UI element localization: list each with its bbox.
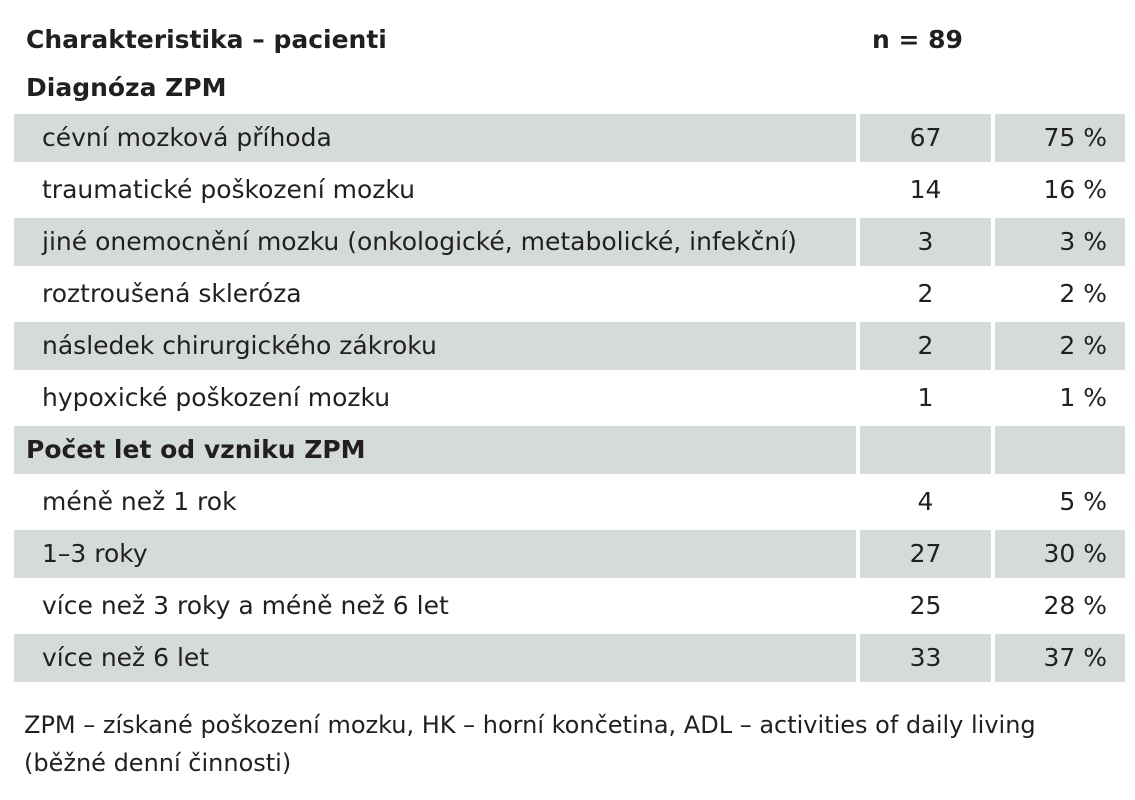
row-label: méně než 1 rok xyxy=(42,487,237,516)
table-row xyxy=(14,478,1125,526)
row-label: traumatické poškození mozku xyxy=(42,175,415,204)
table-row xyxy=(14,530,1125,578)
row-label: hypoxické poškození mozku xyxy=(42,383,391,412)
row-count: 4 xyxy=(917,487,934,516)
row-count: 67 xyxy=(860,114,991,162)
table-row xyxy=(14,634,1125,682)
table-header-row xyxy=(14,18,1125,62)
section-row-diagnosis xyxy=(14,66,1125,110)
section-row-years xyxy=(14,426,1125,474)
row-count: 1 xyxy=(917,383,934,412)
row-percent: 30 % xyxy=(995,530,1125,578)
row-percent: 5 % xyxy=(1059,487,1108,516)
empty-cell xyxy=(860,426,991,474)
row-count: 2 xyxy=(860,322,991,370)
table-row xyxy=(14,114,1125,162)
row-percent: 3 % xyxy=(995,218,1125,266)
table-footnote: ZPM – získané poškození mozku, HK – horní končetina, ADL – activities of daily living (běžné denní činnosti) xyxy=(24,711,1036,777)
row-label: více než 3 roky a méně než 6 let xyxy=(42,591,449,620)
row-label: více než 6 let xyxy=(14,634,856,682)
row-count: 2 xyxy=(917,279,934,308)
row-label: jiné onemocnění mozku (onkologické, metabolické, infekční) xyxy=(14,218,856,266)
table-row xyxy=(14,582,1125,630)
row-percent: 1 % xyxy=(1059,383,1108,412)
empty-cell xyxy=(995,426,1125,474)
table-row xyxy=(14,374,1125,422)
table-row xyxy=(14,166,1125,214)
header-n: n = 89 xyxy=(872,25,963,54)
patient-characteristics-table xyxy=(10,14,1129,686)
table-row xyxy=(14,322,1125,370)
header-label: Charakteristika – pacienti xyxy=(26,25,387,54)
row-percent: 37 % xyxy=(995,634,1125,682)
section-title-diagnosis: Diagnóza ZPM xyxy=(26,73,227,102)
row-label: cévní mozková příhoda xyxy=(14,114,856,162)
row-label: roztroušená skleróza xyxy=(42,279,302,308)
characteristics-table-wrap xyxy=(14,14,1120,686)
row-percent: 2 % xyxy=(995,322,1125,370)
row-percent: 28 % xyxy=(1043,591,1108,620)
row-label: následek chirurgického zákroku xyxy=(14,322,856,370)
section-title-years: Počet let od vzniku ZPM xyxy=(14,426,856,474)
row-count: 3 xyxy=(860,218,991,266)
row-count: 14 xyxy=(909,175,942,204)
row-percent: 16 % xyxy=(1043,175,1108,204)
row-count: 25 xyxy=(909,591,942,620)
table-row xyxy=(14,270,1125,318)
row-count: 33 xyxy=(860,634,991,682)
row-count: 27 xyxy=(860,530,991,578)
table-row xyxy=(14,218,1125,266)
row-percent: 75 % xyxy=(995,114,1125,162)
row-percent: 2 % xyxy=(1059,279,1108,308)
row-label: 1–3 roky xyxy=(14,530,856,578)
